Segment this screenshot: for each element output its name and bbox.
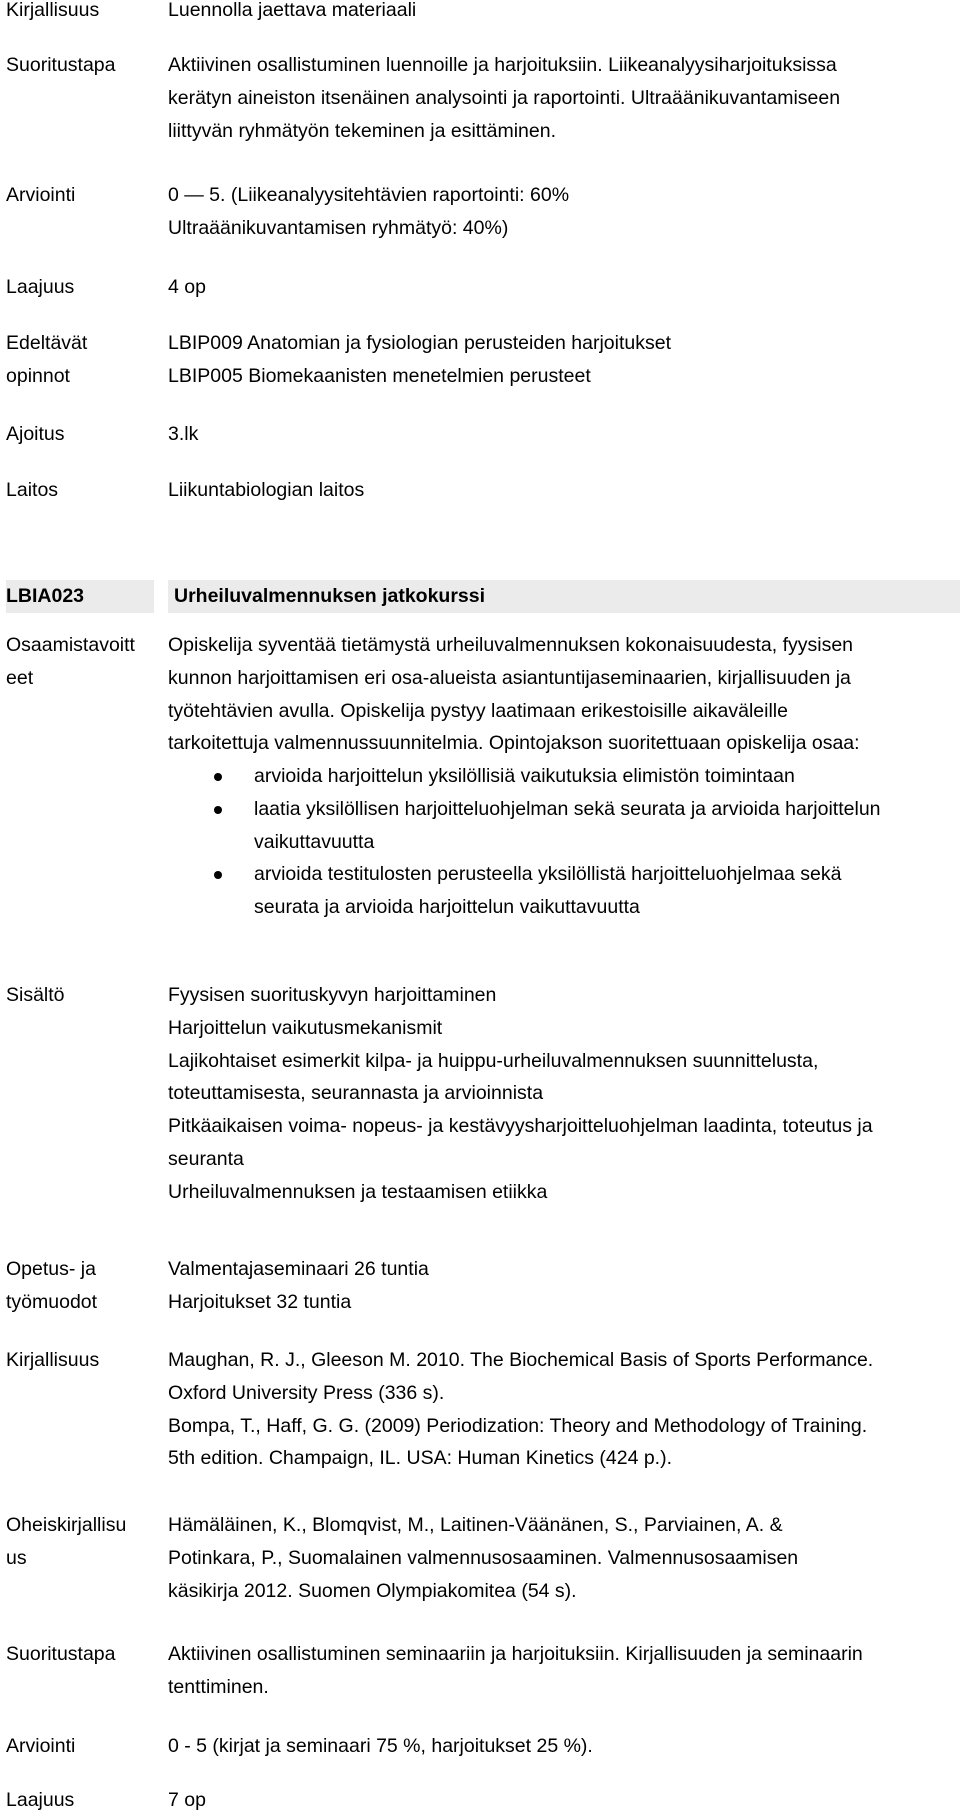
row-value xyxy=(168,1253,958,1319)
value-line: 5th edition. Champaign, IL. USA: Human Kinetics (424 p.). xyxy=(168,1447,673,1470)
value-line: kerätyn aineiston itsenäinen analysointi ja raportointi. Ultraäänikuvantamiseen xyxy=(168,86,841,109)
value-line: työtehtävien avulla. Opiskelija pystyy laatimaan erikestoisille aikaväleille xyxy=(168,699,788,722)
value-line: Liikuntabiologian laitos xyxy=(168,479,365,501)
row-label: Laajuus xyxy=(6,1789,75,1811)
value-line: toteuttamisesta, seurannasta ja arvioinnista xyxy=(168,1082,544,1105)
row-label: Laajuus xyxy=(6,276,75,298)
row-label: Opetus- ja työmuodot xyxy=(6,1258,98,1313)
list-item xyxy=(168,858,958,924)
value-line: Pitkäaikaisen voima- nopeus- ja kestävyysharjoitteluohjelman laadinta, toteutus ja xyxy=(168,1115,873,1137)
value-line: arvioida testitulosten perusteella yksilöllistä harjoitteluohjelmaa sekä xyxy=(254,863,842,886)
value-line: Lajikohtaiset esimerkit kilpa- ja huippu-urheiluvalmennuksen suunnittelusta, xyxy=(168,1049,819,1072)
value-line: 0 — 5. (Liikeanalyysitehtävien raportointi: 60% xyxy=(168,184,570,206)
list-item xyxy=(168,760,958,793)
row-label: Laitos xyxy=(6,479,59,501)
row-value xyxy=(168,474,958,507)
value-line: Potinkara, P., Suomalainen valmennusosaaminen. Valmennusosaamisen xyxy=(168,1546,799,1569)
row-label: Kirjallisuus xyxy=(6,1349,100,1371)
value-line: Bompa, T., Haff, G. G. (2009) Periodization: Theory and Methodology of Training. xyxy=(168,1414,868,1437)
row-label: Kirjallisuus xyxy=(6,0,100,21)
value-line: arvioida harjoittelun yksilöllisiä vaikutuksia elimistön toimintaan xyxy=(254,765,795,787)
value-line: 3.lk xyxy=(168,423,199,445)
value-line: Hämäläinen, K., Blomqvist, M., Laitinen-Väänänen, S., Parviainen, A. & xyxy=(168,1514,783,1536)
value-line: Fyysisen suorituskyvyn harjoittaminen xyxy=(168,984,497,1006)
value-line: 4 op xyxy=(168,276,206,298)
value-line: tarkoitettuja valmennussuunnitelmia. Opintojakson suoritettuaan opiskelija osaa: xyxy=(168,732,860,755)
row-label: Suoritustapa xyxy=(6,54,116,76)
value-line: Maughan, R. J., Gleeson M. 2010. The Biochemical Basis of Sports Performance. xyxy=(168,1349,874,1371)
row-label: Arviointi xyxy=(6,184,76,206)
value-line: Ultraäänikuvantamisen ryhmätyö: 40%) xyxy=(168,216,509,239)
row-value xyxy=(168,1344,958,1475)
row-value xyxy=(168,979,958,1208)
value-line: Harjoittelun vaikutusmekanismit xyxy=(168,1016,443,1039)
row-value xyxy=(168,179,958,245)
row-label: Ajoitus xyxy=(6,423,65,445)
value-line: tenttiminen. xyxy=(168,1675,269,1698)
value-line: Aktiivinen osallistuminen luennoille ja harjoituksiin. Liikeanalyysiharjoituksissa xyxy=(168,54,837,76)
bullet-icon xyxy=(214,773,222,781)
value-line: Opiskelija syventää tietämystä urheiluvalmennuksen kokonaisuudesta, fyysisen xyxy=(168,634,854,656)
value-line: LBIP009 Anatomian ja fysiologian perusteiden harjoitukset xyxy=(168,332,671,354)
row-value xyxy=(168,418,958,451)
row-value xyxy=(168,1638,958,1704)
course-code: LBIA023 xyxy=(6,580,154,613)
value-line: seurata ja arvioida harjoittelun vaikuttavuutta xyxy=(254,896,640,918)
value-line: seuranta xyxy=(168,1147,244,1170)
value-line: Oxford University Press (336 s). xyxy=(168,1381,445,1404)
row-value xyxy=(168,49,958,147)
value-line: Valmentajaseminaari 26 tuntia xyxy=(168,1258,429,1280)
row-label: Oheiskirjallisu us xyxy=(6,1514,127,1569)
row-value xyxy=(168,1509,958,1607)
row-label: Edeltävät opinnot xyxy=(6,332,88,387)
value-line: liittyvän ryhmätyön tekeminen ja esittäminen. xyxy=(168,119,557,142)
row-value xyxy=(168,1784,958,1817)
value-line: 0 - 5 (kirjat ja seminaari 75 %, harjoitukset 25 %). xyxy=(168,1735,593,1757)
bullet-icon xyxy=(214,806,222,814)
value-line: 7 op xyxy=(168,1789,206,1811)
value-line: vaikuttavuutta xyxy=(254,830,375,853)
value-line: kunnon harjoittamisen eri osa-alueista asiantuntijaseminaarien, kirjallisuuden ja xyxy=(168,666,851,689)
course-title: Urheiluvalmennuksen jatkokurssi xyxy=(168,580,960,613)
row-value xyxy=(168,327,958,393)
row-value xyxy=(168,629,958,924)
value-line: LBIP005 Biomekaanisten menetelmien perusteet xyxy=(168,364,591,387)
row-value xyxy=(168,0,958,27)
bullet-icon xyxy=(214,871,222,879)
row-value xyxy=(168,271,958,304)
value-line: Aktiivinen osallistuminen seminaariin ja harjoituksiin. Kirjallisuuden ja seminaarin xyxy=(168,1643,863,1665)
list-item xyxy=(168,793,958,859)
value-line: käsikirja 2012. Suomen Olympiakomitea (54 s). xyxy=(168,1579,577,1602)
value-line: Harjoitukset 32 tuntia xyxy=(168,1290,352,1313)
row-label: Arviointi xyxy=(6,1735,76,1757)
value-line: laatia yksilöllisen harjoitteluohjelman sekä seurata ja arvioida harjoittelun xyxy=(254,797,881,820)
objective-list xyxy=(168,760,958,924)
value-line: Urheiluvalmennuksen ja testaamisen etiikka xyxy=(168,1180,548,1203)
row-value xyxy=(168,1730,958,1763)
row-label: Osaamistavoitt eet xyxy=(6,634,135,689)
row-label: Suoritustapa xyxy=(6,1643,116,1665)
row-label: Sisältö xyxy=(6,984,65,1006)
value-line: Luennolla jaettava materiaali xyxy=(168,0,417,21)
